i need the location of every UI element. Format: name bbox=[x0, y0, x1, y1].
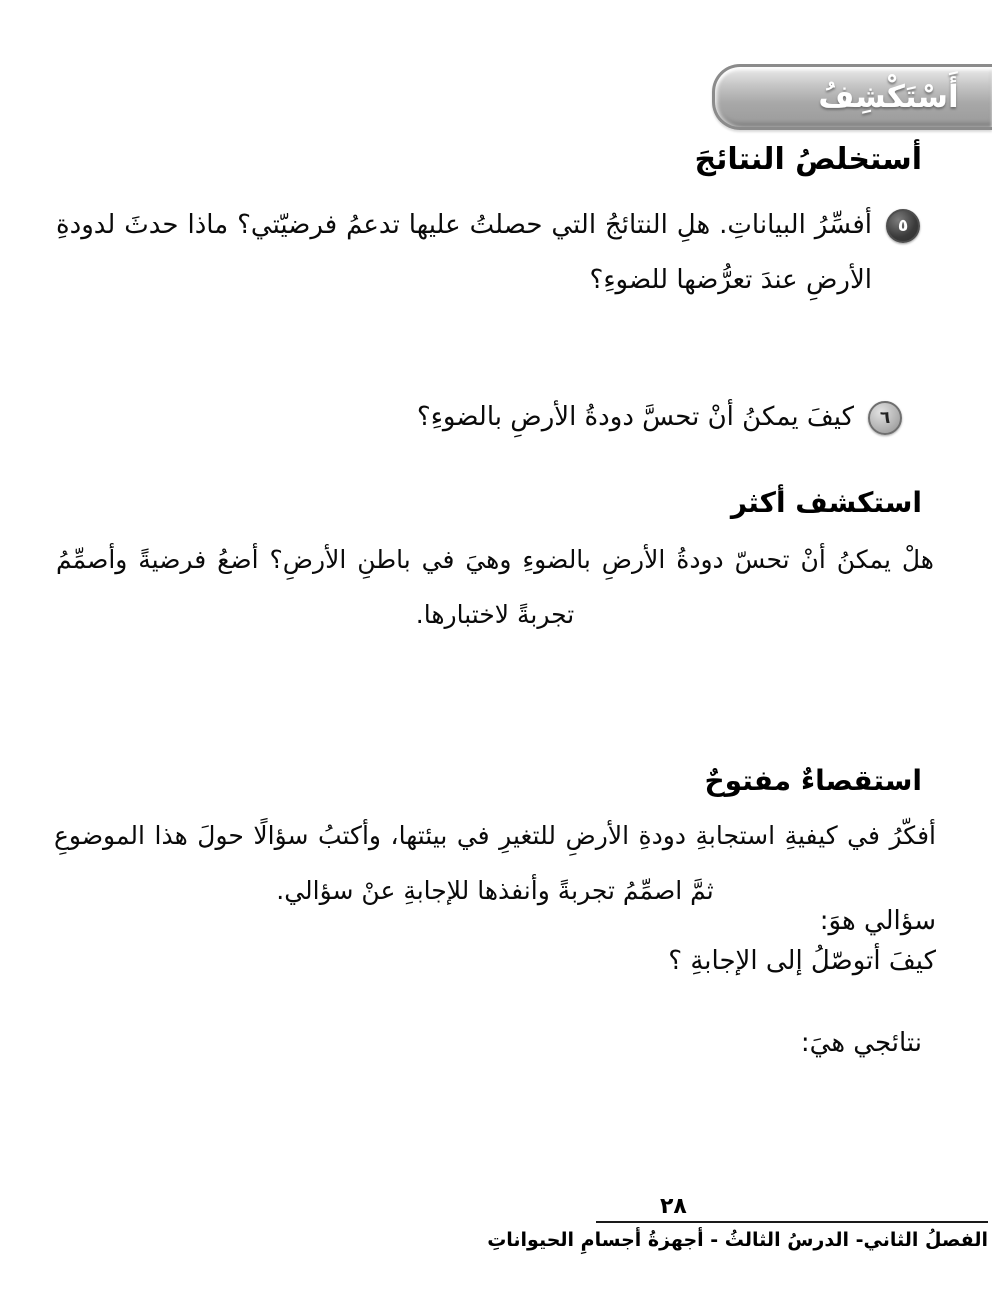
explore-banner-label: أَسْتَكْشِفُ bbox=[818, 79, 959, 115]
question-item-6 bbox=[417, 390, 902, 445]
question-5-number-badge: ٥ bbox=[886, 209, 920, 243]
open-inquiry-body: أفكّرُ في كيفيةِ استجابةِ دودةِ الأرضِ للتغيرِ في بيئتها، وأكتبُ سؤالًا حولَ هذا الموضوعِ ثمَّ اصمِّمُ تجربةً وأنفذها للإجابةِ عنْ سؤالي. bbox=[54, 821, 936, 905]
footer-chapter-label: الفصلُ الثاني- الدرسُ الثالثُ - أجهزةُ أجسامِ الحيواناتِ bbox=[487, 1229, 988, 1251]
question-6-text: كيفَ يمكنُ أنْ تحسَّ دودةُ الأرضِ بالضوءِ؟ bbox=[416, 402, 854, 432]
my-results-label: نتائجي هيَ: bbox=[800, 1028, 922, 1058]
my-question-label: سؤالي هوَ: bbox=[819, 906, 936, 936]
how-to-answer-label: كيفَ أتوصّلُ إلى الإجابةِ ؟ bbox=[668, 946, 936, 976]
question-item-5 bbox=[56, 198, 920, 308]
question-5-text: أفسِّرُ البياناتِ. هلِ النتائجُ التي حصلتُ عليها تدعمُ فرضيّتي؟ ماذا حدثَ لدودةِ الأرضِ عندَ تعرُّضها للضوءِ؟ bbox=[56, 210, 872, 296]
page-number: ٢٨ bbox=[660, 1194, 687, 1219]
open-inquiry-heading: استقصاءٌ مفتوحٌ bbox=[704, 764, 922, 797]
explore-more-heading: استكشف أكثر bbox=[730, 486, 922, 519]
conclusions-heading: أستخلصُ النتائجَ bbox=[694, 142, 922, 177]
explore-more-body: هلْ يمكنُ أنْ تحسّ دودةُ الأرضِ بالضوءِ وهيَ في باطنِ الأرضِ؟ أضعُ فرضيةً وأصمِّمُ تجربةً لاختبارها. bbox=[56, 545, 934, 629]
explore-banner-tab bbox=[712, 64, 992, 130]
page-footer bbox=[487, 1194, 988, 1251]
question-6-number-badge: ٦ bbox=[868, 401, 902, 435]
